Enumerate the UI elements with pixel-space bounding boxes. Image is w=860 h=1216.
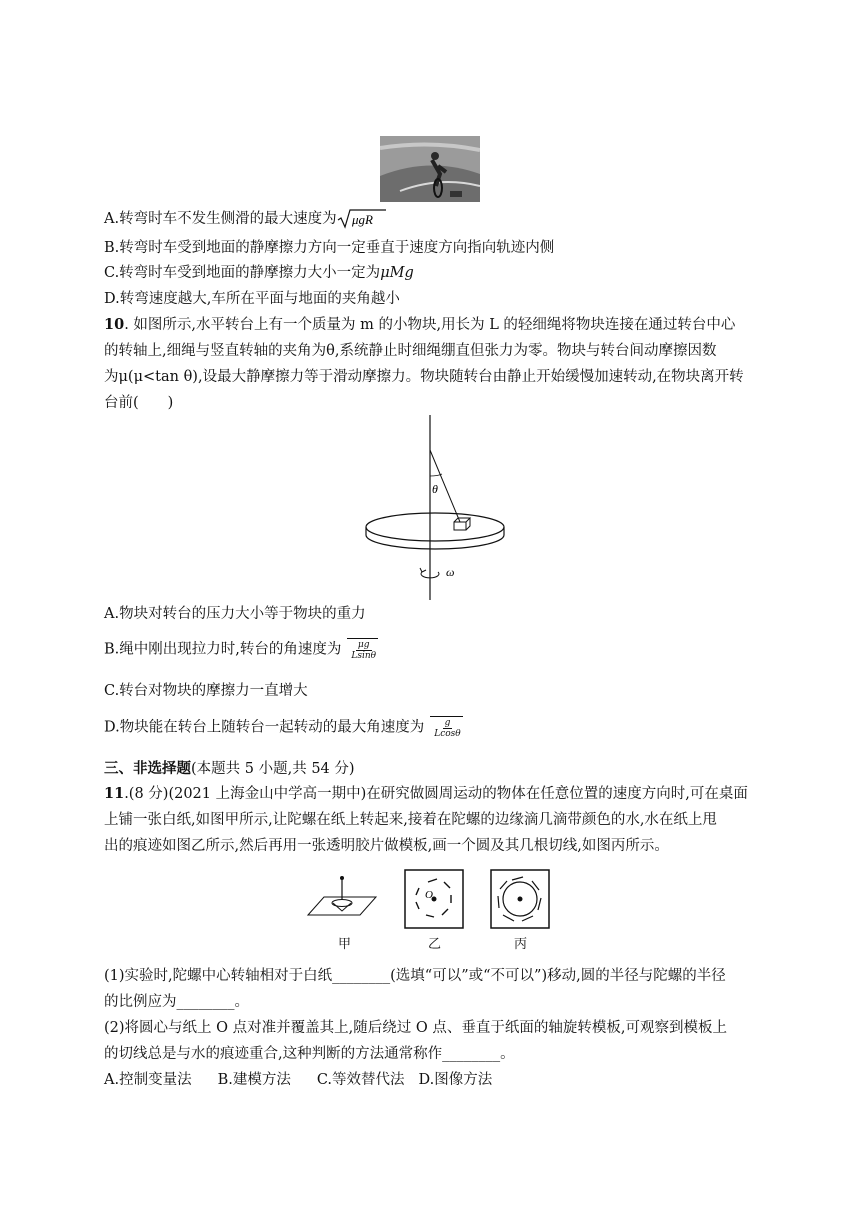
section-heading: 三、非选择题(本题共 5 小题,共 54 分) — [104, 760, 355, 777]
spinning-top-figure — [306, 875, 378, 925]
q10-stem-line3: 为μ(μ<tan θ),设最大静摩擦力等于滑动摩擦力。物块随转台由静止开始缓慢加速转动,在物块离开转 — [104, 369, 744, 385]
q11-stem-line2: 上铺一张白纸,如图甲所示,让陀螺在纸上转起来,接着在陀螺的边缘滴几滴带颜色的水,水在纸上甩 — [104, 812, 717, 828]
sqrt-expression — [337, 208, 387, 230]
omega-label: ω — [446, 565, 455, 579]
q10-stem-line1: 10. 如图所示,水平转台上有一个质量为 m 的小物块,用长为 L 的轻细绳将物块连接在通过转台中心 — [104, 316, 736, 333]
block-on-turntable — [454, 518, 470, 530]
water-trace-figure — [404, 869, 464, 929]
q9-option-b: B.转弯时车受到地面的静摩擦力方向一定垂直于速度方向指向轨迹内侧 — [104, 240, 555, 256]
q10-stem-line2: 的转轴上,细绳与竖直转轴的夹角为θ,系统静止时细绳绷直但张力为零。物块与转台间动摩擦因数 — [104, 343, 717, 359]
sqrt-expression: $\frac{\mu g}{Lsin\theta}$ — [347, 638, 378, 661]
figure-label-jia: 甲 — [338, 937, 352, 952]
svg-text:μgR: μgR — [351, 212, 373, 227]
choice-b: B.建模方法 — [217, 1072, 291, 1088]
q11-stem-line1: 11.(8 分)(2021 上海金山中学高一期中)在研究做圆周运动的物体在任意位置的速度方向时,可在桌面 — [104, 785, 748, 802]
q11-part1-line2: 的比例应为________。 — [104, 994, 249, 1010]
q11-choices — [104, 1069, 492, 1091]
q11-part2-line1: (2)将圆心与纸上 O 点对准并覆盖其上,随后绕过 O 点、垂直于纸面的轴旋转模板,可观察到模板上 — [104, 1020, 727, 1036]
q10-option-c: C.转台对物块的摩擦力一直增大 — [104, 683, 308, 699]
q11-part2-line2: 的切线总是与水的痕迹重合,这种判断的方法通常称作________。 — [104, 1046, 515, 1062]
figure-label-bing: 丙 — [514, 937, 528, 952]
choice-a: A.控制变量法 — [104, 1072, 192, 1088]
template-figure — [490, 869, 550, 929]
point-o-label: O — [425, 889, 433, 901]
q9-option-a: A.转弯时车不发生侧滑的最大速度为 μgR — [104, 208, 387, 230]
q9-option-c: C.转弯时车受到地面的静摩擦力大小一定为μMg — [104, 265, 414, 281]
q9-option-d: D.转弯速度越大,车所在平面与地面的夹角越小 — [104, 291, 400, 307]
turntable-figure — [360, 410, 510, 600]
choice-d: D.图像方法 — [418, 1072, 493, 1088]
theta-label: θ — [432, 482, 438, 496]
q10-option-d: D.物块能在转台上随转台一起转动的最大角速度为 $\frac{g}{Lcos\theta}$ — [104, 717, 461, 739]
q10-stem-line4: 台前( ) — [104, 395, 174, 411]
q11-part1-line1: (1)实验时,陀螺中心转轴相对于白纸________(选填“可以”或“不可以”)移动,圆的半径与陀螺的半径 — [104, 968, 726, 984]
q11-stem-line3: 出的痕迹如图乙所示,然后再用一张透明胶片做模板,画一个圆及其几根切线,如图丙所示。 — [104, 838, 669, 854]
choice-c: C.等效替代法 — [316, 1072, 405, 1088]
sqrt-expression: $\frac{g}{Lcos\theta}$ — [430, 716, 462, 739]
figure-label-yi: 乙 — [428, 937, 442, 952]
q10-option-b: B.绳中刚出现拉力时,转台的角速度为 $\frac{\mu g}{Lsin\theta}$ — [104, 639, 377, 661]
cyclist-photo — [380, 136, 480, 202]
q10-option-a: A.物块对转台的压力大小等于物块的重力 — [104, 606, 366, 622]
